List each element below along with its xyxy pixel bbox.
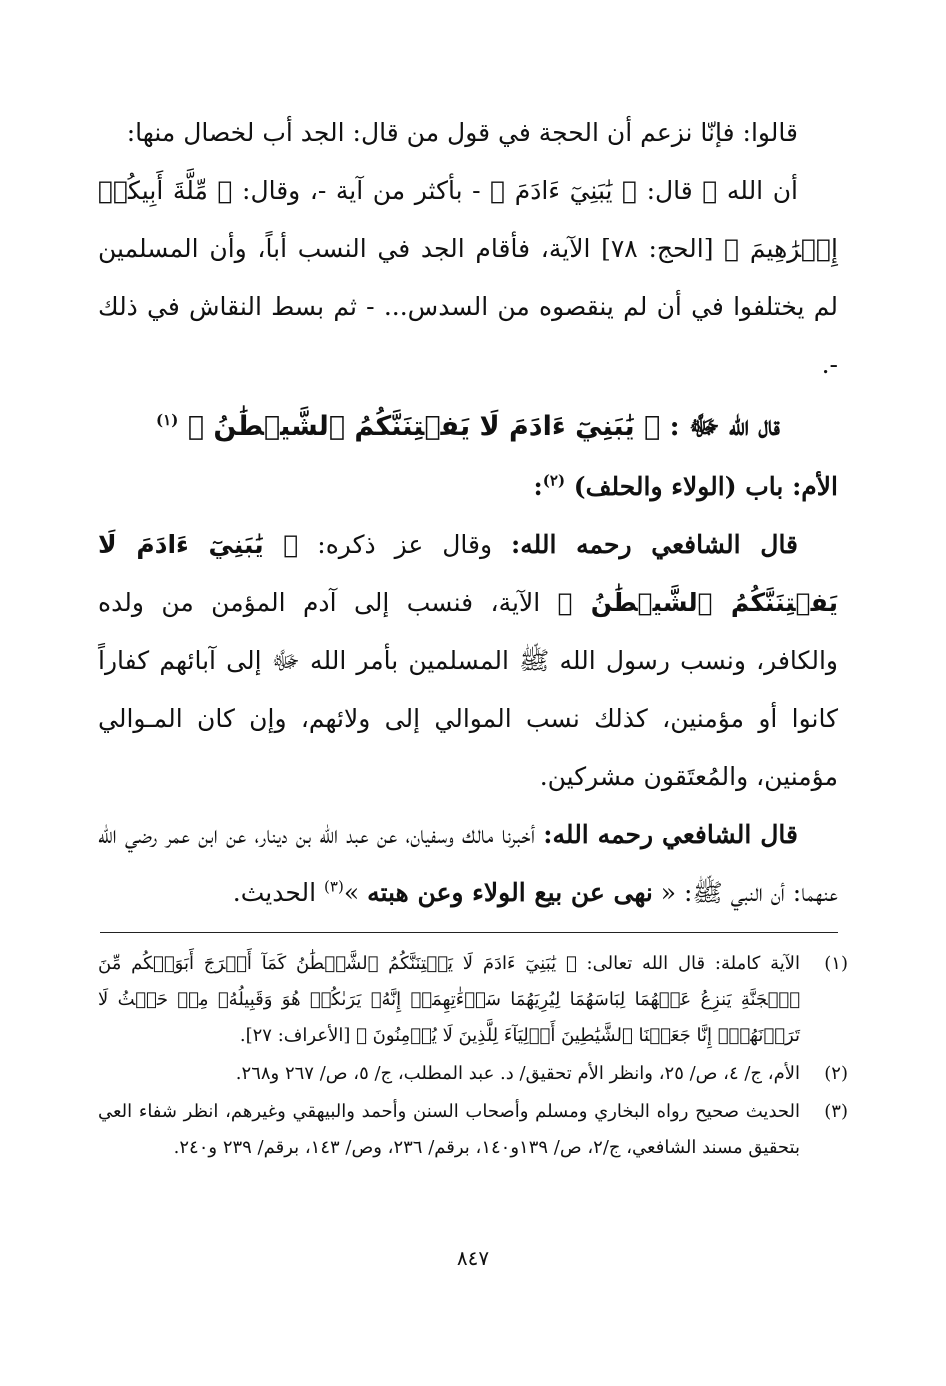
paragraph-3-a: وقال عز ذكره: bbox=[298, 530, 511, 559]
shafii-lead-2: قال الشافعي رحمه الله: bbox=[543, 820, 798, 849]
footnote-ref-1: (١) bbox=[156, 411, 179, 429]
paragraph-3 bbox=[98, 516, 838, 806]
page-number: ٨٤٧ bbox=[456, 1246, 490, 1270]
paragraph-4 bbox=[98, 806, 838, 922]
paragraph-3-b: الآية، فنسب إلى آدم المؤمن من ولده والكافر، ونسب رسول الله ﷺ المسلمين بأمر الله ﷻ إلى آبائهم كفاراً كانوا أو مؤمنين، كذلك نسب الموالي إلى ولائهم، وإن كان المـوالي مؤمنين، والمُعتَقون مشركين. bbox=[98, 588, 838, 791]
section-title-colon: : bbox=[533, 472, 543, 501]
heading-prefix: قال الله ﷻ : bbox=[660, 411, 780, 442]
footnote-2 bbox=[98, 1056, 848, 1092]
paragraph-4-a: أخبرنا مالك وسفيان، عن عبد الله بن دينار، عن ابن عمر رضي الله عنهما: أن النبي ﷺ: « bbox=[98, 820, 838, 907]
main-text bbox=[98, 104, 838, 922]
paragraph-2: أن الله ﷻ قال: ﴿ يَٰبَنِيٓ ءَادَمَ ﴾ - بأكثر من آية -، وقال: ﴿ مِّلَّةَ أَبِيكُمۡ إِبۡرَٰهِيمَ ﴾ [الحج: ٧٨] الآية، فأقام الجد في النسب أباً، وأن المسلمين لم يختلفوا في أن لم ينقصوه من السدس... - ثم بسط النقاش في ذلك -. bbox=[98, 176, 838, 379]
hadith-text: نهى عن بيع الولاء وعن هبته bbox=[367, 878, 653, 907]
footnote-ref-3: (٣) bbox=[324, 877, 344, 896]
paragraph-3-verse: ﴿ يَٰبَنِيٓ ءَادَمَ لَا يَفۡتِنَنَّكُمُ ٱلشَّيۡطَٰنُ ﴾ bbox=[98, 530, 838, 617]
footnotes bbox=[98, 946, 848, 1168]
footnote-divider bbox=[100, 932, 838, 933]
footnote-ref-2: (٢) bbox=[542, 471, 566, 490]
footnote-text: الآية كاملة: قال الله تعالى: ﴿ يَٰبَنِيٓ ءَادَمَ لَا يَفۡتِنَنَّكُمُ ٱلشَّيۡطَٰنُ كَمَآ أَخۡرَجَ أَبَوَيۡكُم مِّنَ ٱلۡجَنَّةِ يَنزِعُ عَنۡهُمَا لِبَاسَهُمَا لِيُرِيَهُمَا سَوۡءَٰتِهِمَآۚ إِنَّهُۥ يَرَىٰكُمۡ هُوَ وَقَبِيلُهُۥ مِنۡ حَيۡثُ لَا تَرَوۡنَهُمۡۗ إِنَّا جَعَلۡنَا ٱلشَّيَٰطِينَ أَوۡلِيَآءَ لِلَّذِينَ لَا يُؤۡمِنُونَ ﴾ [الأعراف: ٢٧]. bbox=[98, 953, 800, 1046]
heading-verse: ﴿ يَٰبَنِيٓ ءَادَمَ لَا يَفۡتِنَنَّكُمُ ٱلشَّيۡطَٰنُ ﴾ bbox=[187, 411, 661, 442]
section-title bbox=[98, 458, 838, 516]
footnote-3 bbox=[98, 1094, 848, 1166]
paragraph-4-c: الحديث. bbox=[232, 878, 325, 907]
verse-heading bbox=[98, 398, 838, 456]
section-title-text: الأم: باب (الولاء والحلف) bbox=[573, 472, 838, 501]
paragraph-1: قالوا: فإنّا نزعم أن الحجة في قول من قال: الجد أب لخصال منها: bbox=[126, 118, 798, 147]
footnote-number: (٢) bbox=[824, 1063, 848, 1084]
footnote-text: الحديث صحيح رواه البخاري ومسلم وأصحاب السنن وأحمد والبيهقي وغيرهم، انظر شفاء العي بتحقيق مسند الشافعي، ج/٢، ص/ ١٣٩و١٤٠، برقم/ ٢٣٦، وص/ ١٤٣، برقم/ ٢٣٩ و٢٤٠. bbox=[98, 1101, 800, 1158]
footnote-number: (٣) bbox=[824, 1101, 848, 1122]
footnote-text: الأم، ج/ ٤، ص/ ٢٥، وانظر الأم تحقيق/ د. عبد المطلب، ج/ ٥، ص/ ٢٦٧ و٢٦٨. bbox=[235, 1063, 800, 1084]
footnote-number: (١) bbox=[824, 953, 848, 974]
footnote-1 bbox=[98, 946, 848, 1054]
shafii-lead-1: قال الشافعي رحمه الله: bbox=[510, 530, 799, 559]
paragraph-4-b: » bbox=[343, 878, 368, 907]
